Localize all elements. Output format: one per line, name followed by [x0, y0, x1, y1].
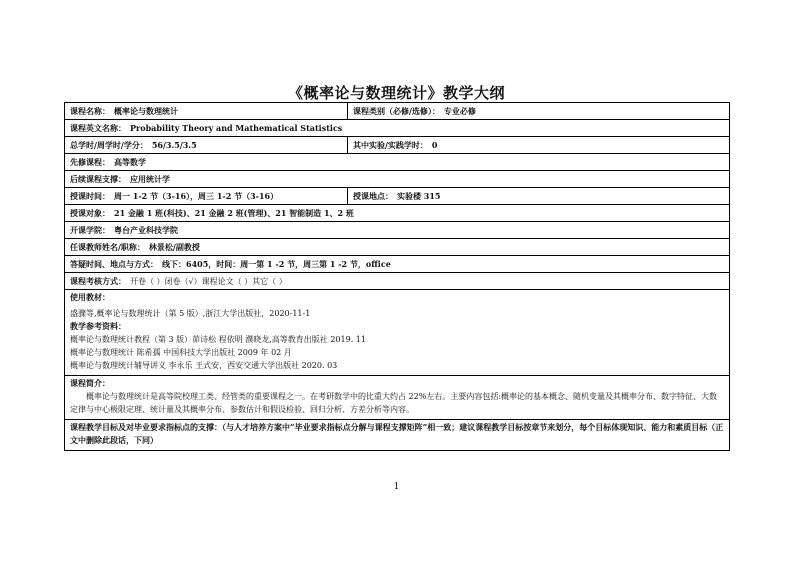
row-course-intro [65, 376, 729, 420]
teacher-label: 任课教师姓名/职称： [70, 242, 145, 252]
page-title: 《概率论与数理统计》教学大纲 [287, 84, 505, 102]
row-school [65, 222, 729, 239]
row-course-name [65, 103, 729, 120]
course-type-label: 课程类别（必修/选修）： [353, 106, 440, 116]
reference-item: 概率论与数理统计教程（第 3 版）茆诗松 程依明 濮晓龙,高等教育出版社 2019. 11 [70, 335, 366, 344]
course-name-label: 课程名称： [70, 106, 110, 116]
row-teacher [65, 239, 729, 256]
follow-up-value: 应用统计学 [130, 174, 170, 184]
assessment-label: 课程考核方式： [70, 276, 126, 286]
follow-up-label: 后续课程支撑： [70, 174, 126, 184]
hours-label: 总学时/周学时/学分： [70, 140, 148, 150]
lab-hours-label: 其中实验/实践学时： [353, 140, 428, 150]
reference-label: 教学参考资料： [70, 321, 126, 331]
class-location-value: 实验楼 315 [397, 191, 441, 201]
objectives-text: 课程教学目标及对毕业要求指标点的支撑：（与人才培养方案中“毕业要求指标点分解与课程支撑矩阵”相一致；建议课程教学目标按章节来划分，每个目标体现知识、能力和素质目标（正文中删除此段话，下同） [70, 422, 724, 445]
row-textbooks [65, 290, 729, 376]
row-prerequisite [65, 154, 729, 171]
syllabus-table [64, 102, 730, 451]
course-type-value: 专业必修 [443, 106, 476, 116]
row-assessment [65, 273, 729, 290]
office-hours-value: 线下：6405，时间：周一第 1 -2 节，周三第 1 -2 节，office [162, 259, 391, 269]
row-class-time [65, 188, 729, 205]
english-name-value: Probability Theory and Mathematical Statistics [130, 123, 343, 133]
row-english-name [65, 120, 729, 137]
row-hours [65, 137, 729, 154]
school-label: 开课学院： [70, 225, 110, 235]
assessment-value: 开卷（ ）闭卷（√）课程论文（ ）其它（ ） [130, 277, 287, 286]
row-office-hours [65, 256, 729, 273]
teacher-value: 林景松/副教授 [148, 242, 200, 252]
textbook-label: 使用教材： [70, 292, 110, 302]
audience-value: 21 金融 1 班(科技)、21 金融 2 班(管理)、21 智能制造 1、2 班 [114, 208, 354, 218]
page-number: 1 [393, 482, 400, 492]
class-location-label: 授课地点： [353, 191, 393, 201]
reference-item: 概率论与数理统计辅导讲义 李永乐 王式安，西安交通大学出版社 2020. 03 [70, 361, 338, 370]
lab-hours-value: 0 [431, 140, 438, 150]
class-time-label: 授课时间： [70, 191, 110, 201]
class-time-value: 周一 1-2 节（3-16），周三 1-2 节（3-16） [114, 191, 279, 201]
row-audience [65, 205, 729, 222]
english-name-label: 课程英文名称： [70, 123, 126, 133]
prerequisite-label: 先修课程： [70, 157, 110, 167]
reference-item: 概率论与数理统计 陈希孺 中国科技大学出版社 2009 年 02 月 [70, 348, 292, 357]
intro-text: 概率论与数理统计是高等院校理工类、经管类的重要课程之一。在考研数学中的比重大约占 22%左右。主要内容包括:概率论的基本概念、随机变量及其概率分布、数字特征、大数定律与中心极限定理、统计量及其概率分布、参数估计和假设检验、回归分析、方差分析等内容。 [70, 392, 718, 414]
hours-value: 56/3.5/3.5 [151, 140, 197, 150]
prerequisite-value: 高等数学 [114, 157, 146, 167]
row-follow-up [65, 171, 729, 188]
intro-label: 课程简介： [70, 378, 110, 388]
school-value: 粤台产业科技学院 [114, 225, 178, 235]
audience-label: 授课对象： [70, 208, 110, 218]
textbook-main: 盛骤等,概率论与数理统计（第 5 版）,浙江大学出版社，2020-11-1 [70, 309, 311, 318]
office-hours-label: 答疑时间、地点与方式： [70, 259, 158, 269]
row-objectives [65, 420, 729, 450]
course-name-value: 概率论与数理统计 [114, 106, 178, 116]
